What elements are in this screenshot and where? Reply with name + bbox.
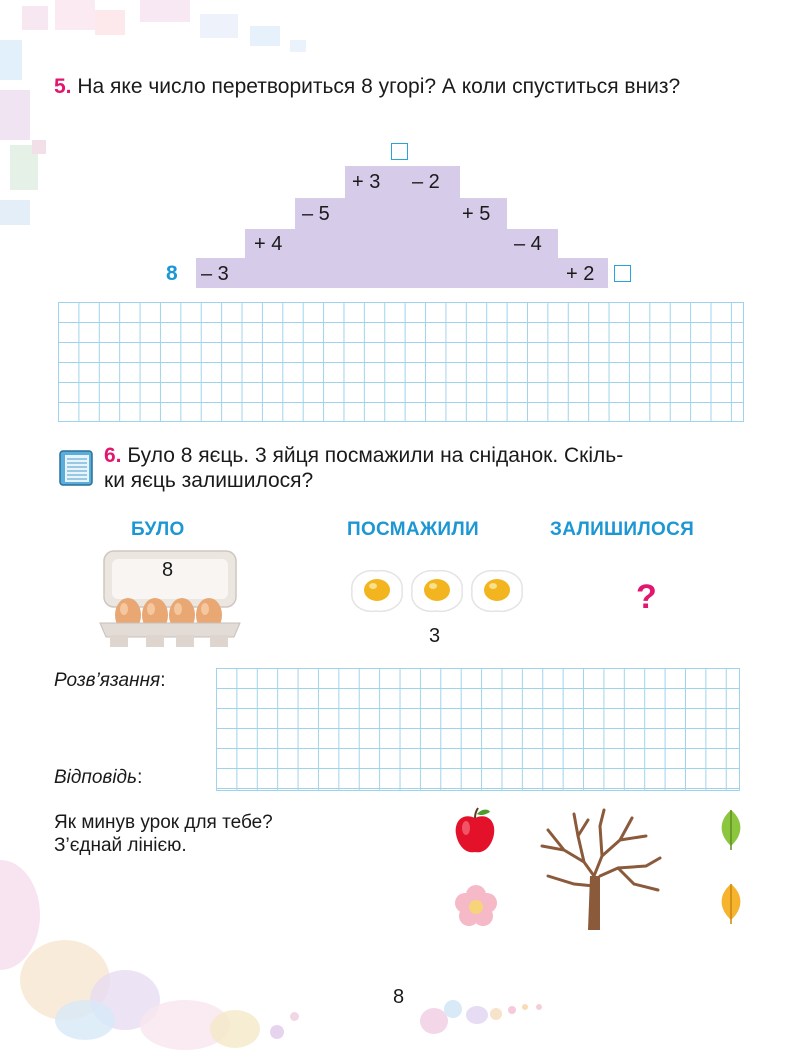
pyramid-row-2 (245, 229, 558, 258)
op-left-2: + 4 (254, 233, 283, 255)
pyramid-row-bottom (196, 258, 608, 288)
task6-text (104, 443, 754, 493)
task5-question: На яке число перетвориться 8 угорі? А коли спуститься вниз? (77, 75, 681, 98)
task6-line1: Було 8 яєць. 3 яйця посмажили на сніданок. Скіль- (127, 444, 624, 467)
op-right-bottom: + 2 (566, 263, 595, 285)
left-value: ? (636, 578, 657, 616)
tree-icon[interactable] (534, 806, 662, 930)
flower-icon[interactable] (454, 884, 498, 928)
page-number: 8 (393, 986, 405, 1008)
bubble-decoration-center (410, 990, 570, 1040)
writing-grid-task6[interactable] (216, 668, 740, 791)
bubble-decoration (0, 850, 320, 1051)
reflection-line2: З’єднай лінією. (54, 835, 187, 856)
answer-box-bottom[interactable] (614, 265, 631, 282)
task5-number: 5. (54, 75, 72, 98)
corner-decoration (0, 0, 320, 230)
reflection-line1: Як минув урок для тебе? (54, 812, 273, 833)
fried-eggs-illustration (346, 565, 532, 617)
header-fried: ПОСМАЖИЛИ (347, 519, 479, 540)
header-left: ЗАЛИШИЛОСЯ (550, 519, 695, 540)
op-right-3: + 5 (462, 203, 491, 225)
solution-label: Розв’язання: (54, 670, 166, 691)
yellow-leaf-icon[interactable] (716, 882, 746, 926)
start-number: 8 (166, 262, 178, 285)
task5-text (54, 74, 754, 99)
op-right-2: – 4 (514, 233, 542, 255)
op-right-top: – 2 (412, 171, 440, 193)
writing-grid-task5[interactable] (58, 302, 744, 422)
fried-value: 3 (429, 625, 441, 647)
op-left-top: + 3 (352, 171, 381, 193)
task6-line2: ки яєць залишилося? (104, 469, 314, 492)
notebook-icon (58, 448, 94, 488)
answer-label: Відповідь: (54, 767, 143, 788)
task6-number: 6. (104, 444, 122, 467)
answer-box-top[interactable] (391, 143, 408, 160)
op-left-bottom: – 3 (201, 263, 229, 285)
header-was: БУЛО (131, 519, 185, 540)
op-left-3: – 5 (302, 203, 330, 225)
was-value: 8 (162, 559, 174, 581)
apple-icon[interactable] (452, 806, 498, 856)
reflection-text (54, 811, 273, 857)
green-leaf-icon[interactable] (716, 808, 746, 852)
